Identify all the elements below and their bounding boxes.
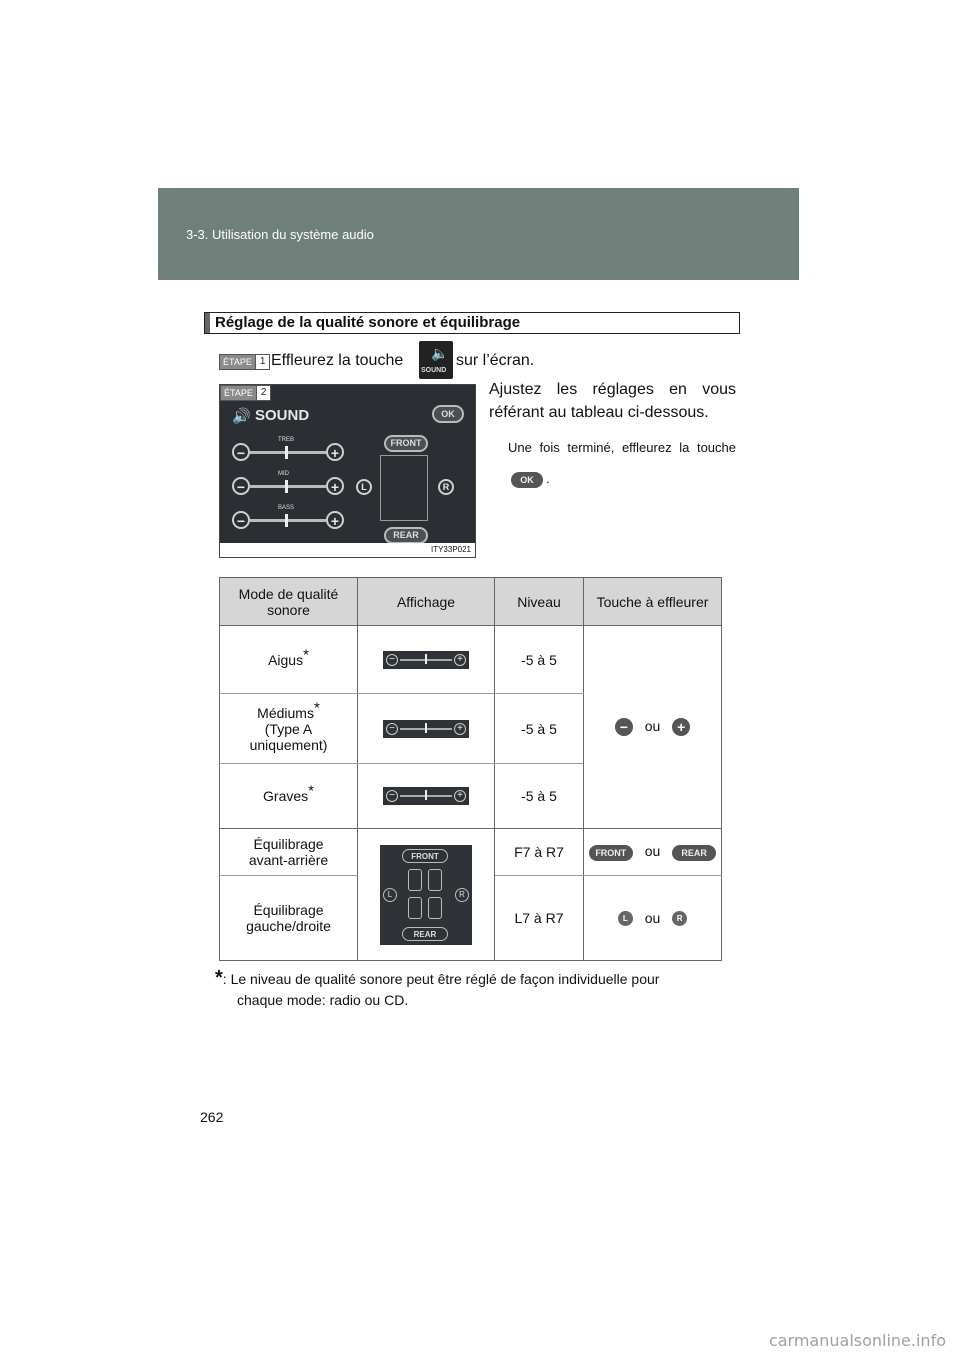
minus-icon[interactable]: − bbox=[232, 477, 250, 495]
footnote-asterisk: * bbox=[215, 967, 223, 989]
mode-sub: (Type A uniquement) bbox=[249, 720, 328, 753]
mode-name: Équilibrage avant-arrière bbox=[248, 836, 329, 868]
bass-display: − + bbox=[383, 787, 469, 805]
minus-icon[interactable]: − bbox=[615, 718, 633, 736]
step-1-text: Effleurez la touche bbox=[271, 352, 404, 369]
sound-button-label: SOUND bbox=[421, 367, 447, 374]
mode-name: Graves bbox=[263, 788, 309, 804]
col-level: Niveau bbox=[495, 578, 584, 626]
chapter-header bbox=[158, 188, 799, 280]
table-row bbox=[220, 829, 722, 876]
plus-icon[interactable]: + bbox=[326, 443, 344, 461]
footnote-line-1: : Le niveau de qualité sonore peut être réglé de façon individuelle pour bbox=[222, 971, 660, 987]
plus-icon[interactable]: + bbox=[326, 511, 344, 529]
level: -5 à 5 bbox=[495, 694, 584, 764]
section-title: Réglage de la qualité sonore et équilibrage bbox=[204, 312, 740, 334]
speaker-icon: 🔈 bbox=[431, 345, 449, 361]
treble-display: − + bbox=[383, 651, 469, 669]
page-number: 262 bbox=[200, 1109, 224, 1125]
or-text: ou bbox=[644, 717, 661, 734]
step-1-badge bbox=[219, 354, 270, 370]
treble-slider[interactable] bbox=[230, 437, 350, 467]
speaker-icon: 🔊 bbox=[232, 408, 251, 425]
table-row bbox=[220, 626, 722, 694]
step-label: ÉTAPE bbox=[221, 386, 256, 400]
level: L7 à R7 bbox=[495, 876, 584, 961]
rear-button[interactable]: REAR bbox=[384, 527, 428, 544]
slider-label: TREB bbox=[278, 437, 295, 443]
col-touch: Touche à effleurer bbox=[584, 578, 722, 626]
footnote bbox=[215, 968, 736, 1011]
watermark: carmanualsonline.info bbox=[768, 1331, 946, 1350]
footnote-line-2: chaque mode: radio ou CD. bbox=[237, 992, 409, 1008]
col-mode: Mode de qualité sonore bbox=[220, 578, 358, 626]
step-label: ÉTAPE bbox=[220, 355, 255, 369]
plus-icon[interactable]: + bbox=[672, 718, 690, 736]
settings-table bbox=[219, 577, 722, 961]
image-caption: ITY33P021 bbox=[220, 543, 475, 557]
right-button[interactable]: R bbox=[672, 911, 687, 926]
bass-slider[interactable] bbox=[230, 505, 350, 535]
or-text: ou bbox=[644, 909, 661, 926]
screen-title: SOUND bbox=[255, 407, 310, 424]
rear-button[interactable]: REAR bbox=[672, 845, 716, 861]
minus-icon[interactable]: − bbox=[232, 443, 250, 461]
level: -5 à 5 bbox=[495, 764, 584, 829]
front-button[interactable]: FRONT bbox=[589, 845, 633, 861]
step-2-text: Ajustez les réglages en vous référant au tableau ci-dessous. bbox=[489, 381, 736, 421]
mode-name: Aigus bbox=[268, 651, 304, 668]
front-button[interactable]: FRONT bbox=[384, 435, 428, 452]
level: F7 à R7 bbox=[495, 829, 584, 876]
mode-name: Équilibrage gauche/droite bbox=[246, 902, 331, 934]
plus-icon[interactable]: + bbox=[326, 477, 344, 495]
asterisk: * bbox=[308, 782, 314, 800]
slider-label: BASS bbox=[278, 505, 295, 511]
step-number: 1 bbox=[255, 355, 270, 369]
balance-display: FRONT L R REAR bbox=[380, 845, 472, 945]
sound-screen-image bbox=[219, 384, 476, 558]
screen-ok-button[interactable]: OK bbox=[432, 405, 464, 423]
slider-label: MID bbox=[278, 471, 289, 477]
level: -5 à 5 bbox=[495, 626, 584, 694]
mode-name: Médiums bbox=[257, 704, 314, 721]
right-button[interactable]: R bbox=[438, 479, 454, 495]
mid-display: − + bbox=[383, 720, 469, 738]
minus-icon[interactable]: − bbox=[232, 511, 250, 529]
seat-diagram bbox=[380, 455, 428, 521]
asterisk: * bbox=[313, 698, 320, 716]
sound-button[interactable] bbox=[419, 341, 453, 379]
asterisk: * bbox=[303, 645, 309, 663]
step-2-badge bbox=[220, 385, 271, 401]
breadcrumb: 3-3. Utilisation du système audio bbox=[186, 227, 374, 242]
mid-slider[interactable] bbox=[230, 471, 350, 501]
step-2-note bbox=[508, 432, 736, 494]
left-button[interactable]: L bbox=[356, 479, 372, 495]
or-text: ou bbox=[644, 843, 661, 860]
left-button[interactable]: L bbox=[618, 911, 633, 926]
ok-button[interactable]: OK bbox=[511, 472, 543, 488]
step-number: 2 bbox=[256, 386, 271, 400]
step-1-text-after: sur l’écran. bbox=[456, 352, 535, 369]
note-text: Une fois terminé, effleurez la touche bbox=[508, 440, 736, 455]
col-display: Affichage bbox=[358, 578, 495, 626]
note-end: . bbox=[546, 471, 550, 486]
